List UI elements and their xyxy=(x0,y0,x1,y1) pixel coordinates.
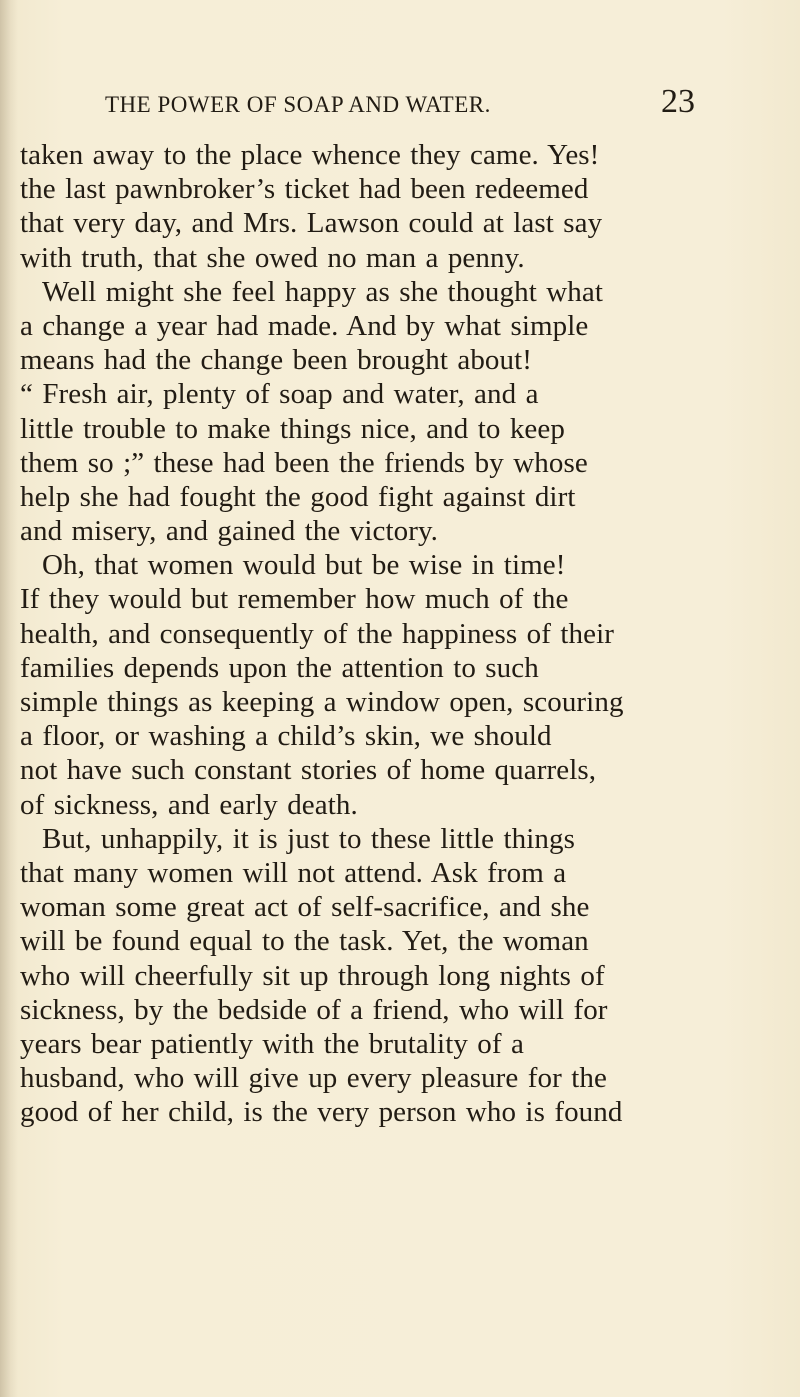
text-line: “ Fresh air, plenty of soap and water, and a xyxy=(20,378,539,411)
text-line: that very day, and Mrs. Lawson could at last say xyxy=(20,207,603,240)
text-line: If they would but remember how much of the xyxy=(20,583,569,616)
text-line: them so ;” these had been the friends by whose xyxy=(20,446,588,479)
text-line: with truth, that she owed no man a penny. xyxy=(20,241,525,274)
text-line: means had the change been brought about! xyxy=(20,344,533,377)
text-line: a floor, or washing a child’s skin, we should xyxy=(20,720,552,753)
text-line: of sickness, and early death. xyxy=(20,788,358,821)
body-text xyxy=(20,138,710,1129)
paragraph-start-line: But, unhappily, it is just to these little things xyxy=(42,822,575,855)
text-line: a change a year had made. And by what simple xyxy=(20,309,589,342)
binding-gutter-shadow xyxy=(0,0,18,1397)
page-number: 23 xyxy=(661,83,695,120)
text-line: that many women will not attend. Ask from a xyxy=(20,856,567,889)
paragraph-start-line: Well might she feel happy as she thought what xyxy=(42,275,603,308)
text-line: good of her child, is the very person who is found xyxy=(20,1096,623,1129)
text-line: families depends upon the attention to such xyxy=(20,651,539,684)
text-line: will be found equal to the task. Yet, the woman xyxy=(20,925,589,958)
text-line: and misery, and gained the victory. xyxy=(20,515,439,548)
text-line: not have such constant stories of home quarrels, xyxy=(20,754,597,787)
text-line: simple things as keeping a window open, scouring xyxy=(20,686,624,718)
text-line: taken away to the place whence they came. Yes! xyxy=(20,139,600,171)
text-line: health, and consequently of the happiness of their xyxy=(20,617,615,650)
text-line: husband, who will give up every pleasure for the xyxy=(20,1062,607,1095)
text-line: little trouble to make things nice, and to keep xyxy=(20,412,565,445)
text-line: the last pawnbroker’s ticket had been redeemed xyxy=(20,173,589,206)
paragraph-start-line: Oh, that women would but be wise in time! xyxy=(42,549,566,582)
text-line: help she had fought the good fight against dirt xyxy=(20,480,576,513)
text-line: years bear patiently with the brutality of a xyxy=(20,1027,524,1060)
text-line: sickness, by the bedside of a friend, who will for xyxy=(20,993,608,1026)
running-title: THE POWER OF SOAP AND WATER. xyxy=(105,92,491,117)
text-line: who will cheerfully sit up through long nights of xyxy=(20,959,605,992)
running-head xyxy=(105,83,695,122)
text-line: woman some great act of self-sacrifice, and she xyxy=(20,891,590,924)
